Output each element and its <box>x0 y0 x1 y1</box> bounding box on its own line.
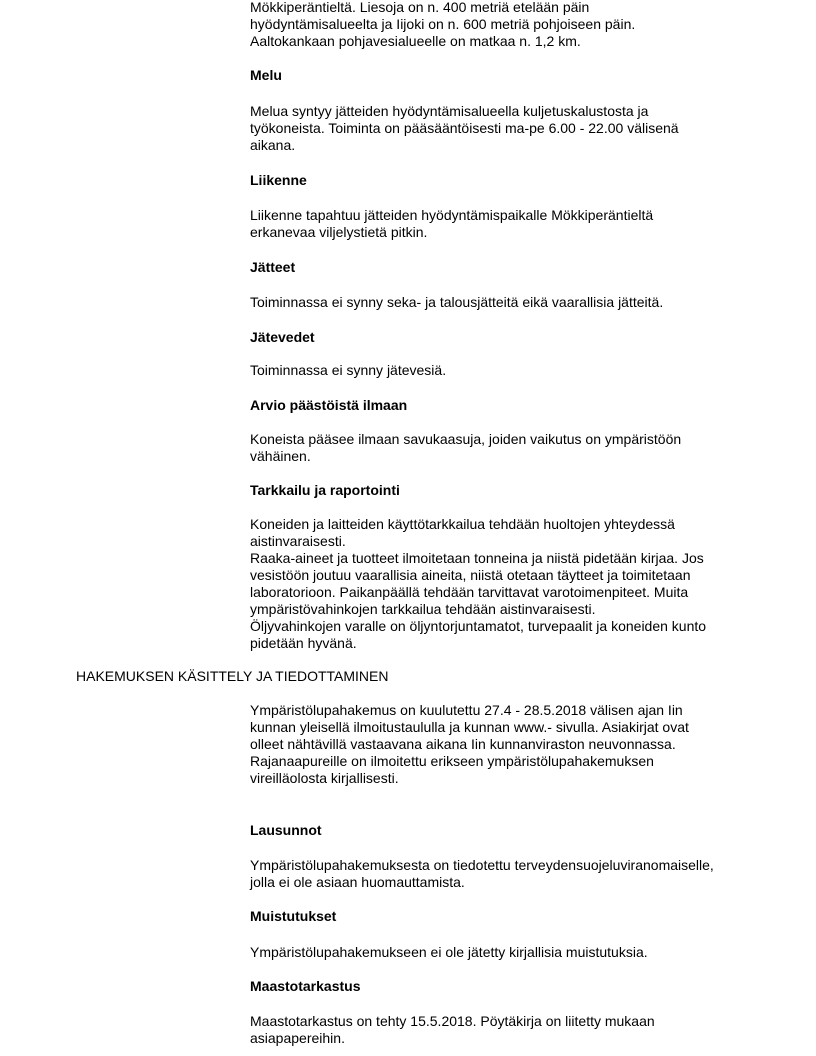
text-line: ympäristövahinkojen tarkkailua tehdään aistinvaraisesti. <box>250 601 596 617</box>
text-line: pidetään hyvänä. <box>250 635 357 651</box>
heading-tarkkailu: Tarkkailu ja raportointi <box>250 482 400 498</box>
text-line: aikana. <box>250 137 296 153</box>
heading-paastot: Arvio päästöistä ilmaan <box>250 397 408 413</box>
text-line: vesistöön joutuu vaarallisia aineita, niistä otetaan täytteet ja toimitetaan <box>250 567 691 583</box>
paragraph-jatteet <box>250 294 750 311</box>
text-line: Toiminnassa ei synny seka- ja talousjätteitä eikä vaarallisia jätteitä. <box>250 294 664 310</box>
text-line: Aaltokankaan pohjavesialueelle on matkaa n. 1,2 km. <box>250 33 581 49</box>
text-line: erkanevaa viljelystietä pitkin. <box>250 224 428 240</box>
text-line: asiapapereihin. <box>250 1030 345 1046</box>
heading-jatteet: Jätteet <box>250 259 296 275</box>
text-line: Mökkiperäntieltä. Liesoja on n. 400 metriä etelään päin <box>250 0 590 15</box>
paragraph-paastot <box>250 431 750 465</box>
text-line: Koneiden ja laitteiden käyttötarkkailua tehdään huoltojen yhteydessä <box>250 516 675 532</box>
text-line: Raaka-aineet ja tuotteet ilmoitetaan tonneina ja niistä pidetään kirjaa. Jos <box>250 550 704 566</box>
text-line: Ympäristölupahakemukseen ei ole jätetty kirjallisia muistutuksia. <box>250 944 648 960</box>
paragraph-kuulutus <box>250 702 750 787</box>
heading-jatevedet: Jätevedet <box>250 329 315 345</box>
text-line: Koneista pääsee ilmaan savukaasuja, joiden vaikutus on ympäristöön <box>250 431 682 447</box>
heading-melu: Melu <box>250 67 282 83</box>
text-line: Ympäristölupahakemus on kuulutettu 27.4 - 28.5.2018 välisen ajan Iin <box>250 702 683 718</box>
heading-lausunnot: Lausunnot <box>250 822 322 838</box>
paragraph-lausunnot <box>250 857 750 891</box>
text-line: Liikenne tapahtuu jätteiden hyödyntämispaikalle Mökkiperäntieltä <box>250 207 654 223</box>
text-line: kunnan yleisellä ilmoitustaululla ja kunnan www.- sivulla. Asiakirjat ovat <box>250 719 689 735</box>
heading-maastotarkastus: Maastotarkastus <box>250 978 361 994</box>
text-line: hyödyntämisalueelta ja Iijoki on n. 600 metriä pohjoiseen päin. <box>250 16 636 32</box>
heading-liikenne: Liikenne <box>250 172 307 188</box>
text-line: olleet nähtävillä vastaavana aikana Iin kunnanviraston neuvonnassa. <box>250 736 676 752</box>
text-line: Maastotarkastus on tehty 15.5.2018. Pöytäkirja on liitetty mukaan <box>250 1013 655 1029</box>
text-line: Ympäristölupahakemuksesta on tiedotettu terveydensuojeluviranomaiselle, <box>250 857 714 873</box>
text-line: jolla ei ole asiaan huomauttamista. <box>250 874 465 890</box>
section-title: HAKEMUKSEN KÄSITTELY JA TIEDOTTAMINEN <box>76 668 389 684</box>
text-line: työkoneista. Toiminta on pääsääntöisesti ma-pe 6.00 - 22.00 välisenä <box>250 120 679 136</box>
text-line: laboratorioon. Paikanpäällä tehdään tarvittavat varotoimenpiteet. Muita <box>250 584 689 600</box>
paragraph-tarkkailu <box>250 516 750 652</box>
paragraph-jatevedet <box>250 362 750 379</box>
text-line: Rajanaapureille on ilmoitettu erikseen ympäristölupahakemuksen <box>250 753 654 769</box>
text-line: vireilläolosta kirjallisesti. <box>250 770 399 786</box>
intro-paragraph <box>250 0 750 50</box>
text-line: Melua syntyy jätteiden hyödyntämisalueella kuljetuskalustosta ja <box>250 103 649 119</box>
paragraph-liikenne <box>250 207 750 241</box>
text-line: Toiminnassa ei synny jätevesiä. <box>250 362 447 378</box>
heading-muistutukset: Muistutukset <box>250 908 337 924</box>
text-line: vähäinen. <box>250 448 311 464</box>
paragraph-maastotarkastus <box>250 1013 750 1047</box>
paragraph-muistutukset <box>250 944 750 961</box>
paragraph-melu <box>250 103 750 154</box>
text-line: Öljyvahinkojen varalle on öljyntorjuntamatot, turvepaalit ja koneiden kunto <box>250 618 707 634</box>
text-line: aistinvaraisesti. <box>250 533 346 549</box>
